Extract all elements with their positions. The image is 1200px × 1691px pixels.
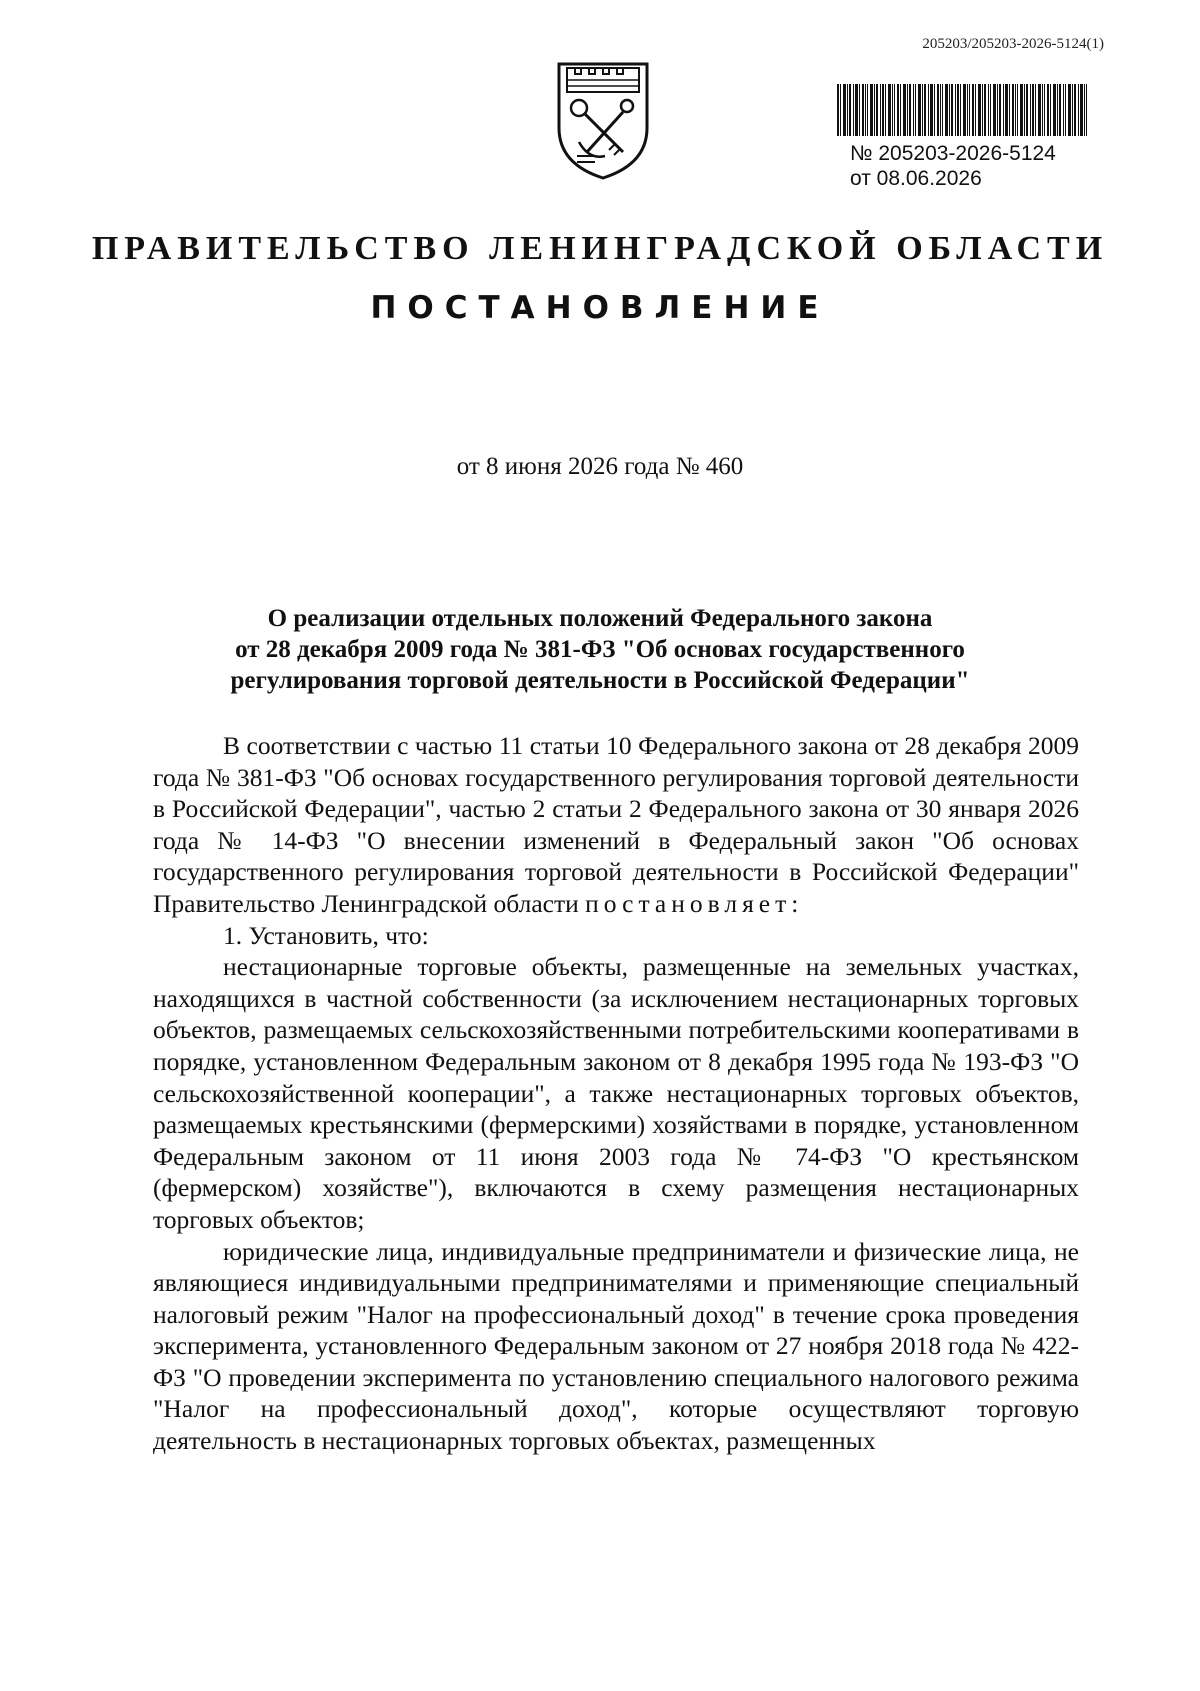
heading-line-2: от 28 декабря 2009 года № 381-ФЗ "Об основах государственного [235, 636, 965, 663]
registration-date: от 08.06.2026 [850, 167, 982, 190]
document-date-number: от 8 июня 2026 года № 460 [456, 453, 744, 480]
registration-number: № 205203-2026-5124 [850, 142, 1056, 165]
item-1: 1. Установить, что: [223, 920, 429, 950]
resolves-word: постановляет: [585, 888, 804, 918]
document-reference-number: 205203/205203-2026-5124(1) [922, 36, 1104, 52]
heading-line-1: О реализации отдельных положений Федерального закона [267, 605, 933, 632]
preamble-text: В соответствии с частью 11 статьи 10 Федерального закона от 28 декабря 2009 года № 381-ФЗ "Об основах государственного регулирования торговой деятельности в Российской Федерации", частью 2 статьи 2 Федерального закона от 30 января 2026 года № 14-ФЗ "О внесении изменений в Федеральный закон "Об основах государственного регулирования торговой деятельности в Российской Федерации" Правительство Ленинградской области [153, 731, 1079, 918]
heading-line-3: регулирования торговой деятельности в Российской Федерации" [230, 667, 970, 694]
coat-of-arms-icon [553, 56, 653, 182]
item-1-paragraph-1: нестационарные торговые объекты, размещенные на земельных участках, находящихся в частной собственности (за исключением нестационарных торговых объектов, размещаемых сельскохозяйственными потребительскими кооперативами в порядке, установленном Федеральным законом от 8 декабря 1995 года № 193-ФЗ "О сельскохозяйственной кооперации", а также нестационарных торговых объектов, размещаемых крестьянскими (фермерскими) хозяйствами в порядке, установленном Федеральным законом от 11 июня 2003 года № 74-ФЗ "О крестьянском (фермерском) хозяйстве"), включаются в схему размещения нестационарных торговых объектов; [153, 952, 1079, 1234]
document-heading [160, 603, 1040, 696]
document-body [153, 730, 1079, 1457]
item-1-paragraph-2: юридические лица, индивидуальные предприниматели и физические лица, не являющиеся индивидуальными предпринимателями и применяющие специальный налоговый режим "Налог на профессиональный доход" в течение срока проведения эксперимента, установленного Федеральным законом от 27 ноября 2018 года № 422-ФЗ "О проведении эксперимента по установлению специального налогового режима "Налог на профессиональный доход", которые осуществляют торговую деятельность в нестационарных торговых объектах, размещенных [153, 1236, 1079, 1456]
document-type: ПОСТАНОВЛЕНИЕ [370, 290, 830, 326]
preamble-paragraph [153, 730, 1079, 920]
registration-block [850, 141, 1056, 191]
issuer-title: ПРАВИТЕЛЬСТВО ЛЕНИНГРАДСКОЙ ОБЛАСТИ [91, 230, 1109, 267]
barcode-icon [837, 84, 1087, 136]
